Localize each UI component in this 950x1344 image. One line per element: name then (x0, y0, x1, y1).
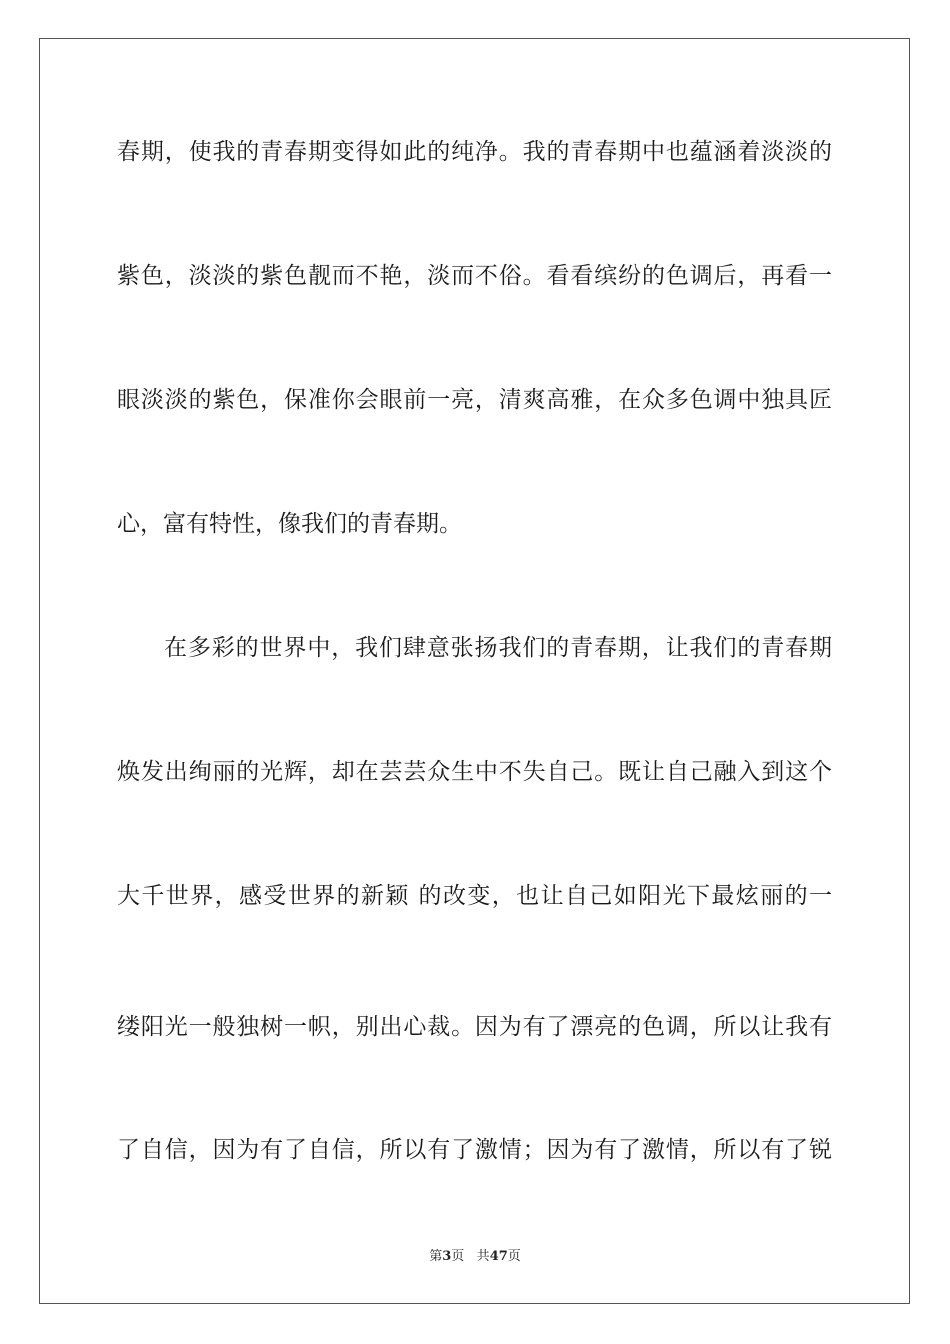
body-text-line: 焕发出绚丽的光辉，却在芸芸众生中不失自己。既让自己融入到这个 (117, 759, 832, 785)
page-border (39, 38, 910, 1304)
body-text-line: 了自信，因为有了自信，所以有了激情；因为有了激情，所以有了锐 (117, 1137, 832, 1163)
body-text-line: 紫色，淡淡的紫色靓而不艳，淡而不俗。看看缤纷的色调后，再看一 (117, 263, 832, 289)
body-text-line: 眼淡淡的紫色，保准你会眼前一亮，清爽高雅，在众多色调中独具匠 (117, 387, 832, 413)
paragraph-first-line: 在多彩的世界中，我们肆意张扬我们的青春期，让我们的青春期 (164, 635, 832, 661)
body-text-line: 缕阳光一般独树一帜，别出心裁。因为有了漂亮的色调，所以让我有 (117, 1014, 832, 1040)
page-suffix: 页 (451, 1249, 465, 1264)
total-prefix: 共 (476, 1249, 490, 1264)
body-text-line: 心，富有特性，像我们的青春期。 (117, 511, 462, 537)
body-text-line: 春期，使我的青春期变得如此的纯净。我的青春期中也蕴涵着淡淡的 (117, 139, 832, 165)
total-pages: 47 (489, 1249, 508, 1264)
page-number: 3 (442, 1249, 452, 1264)
page-footer (0, 1248, 950, 1266)
page-prefix: 第 (429, 1249, 443, 1264)
total-suffix: 页 (507, 1249, 521, 1264)
body-text-line: 大千世界，感受世界的新颖 的改变，也让自己如阳光下最炫丽的一 (117, 883, 832, 909)
